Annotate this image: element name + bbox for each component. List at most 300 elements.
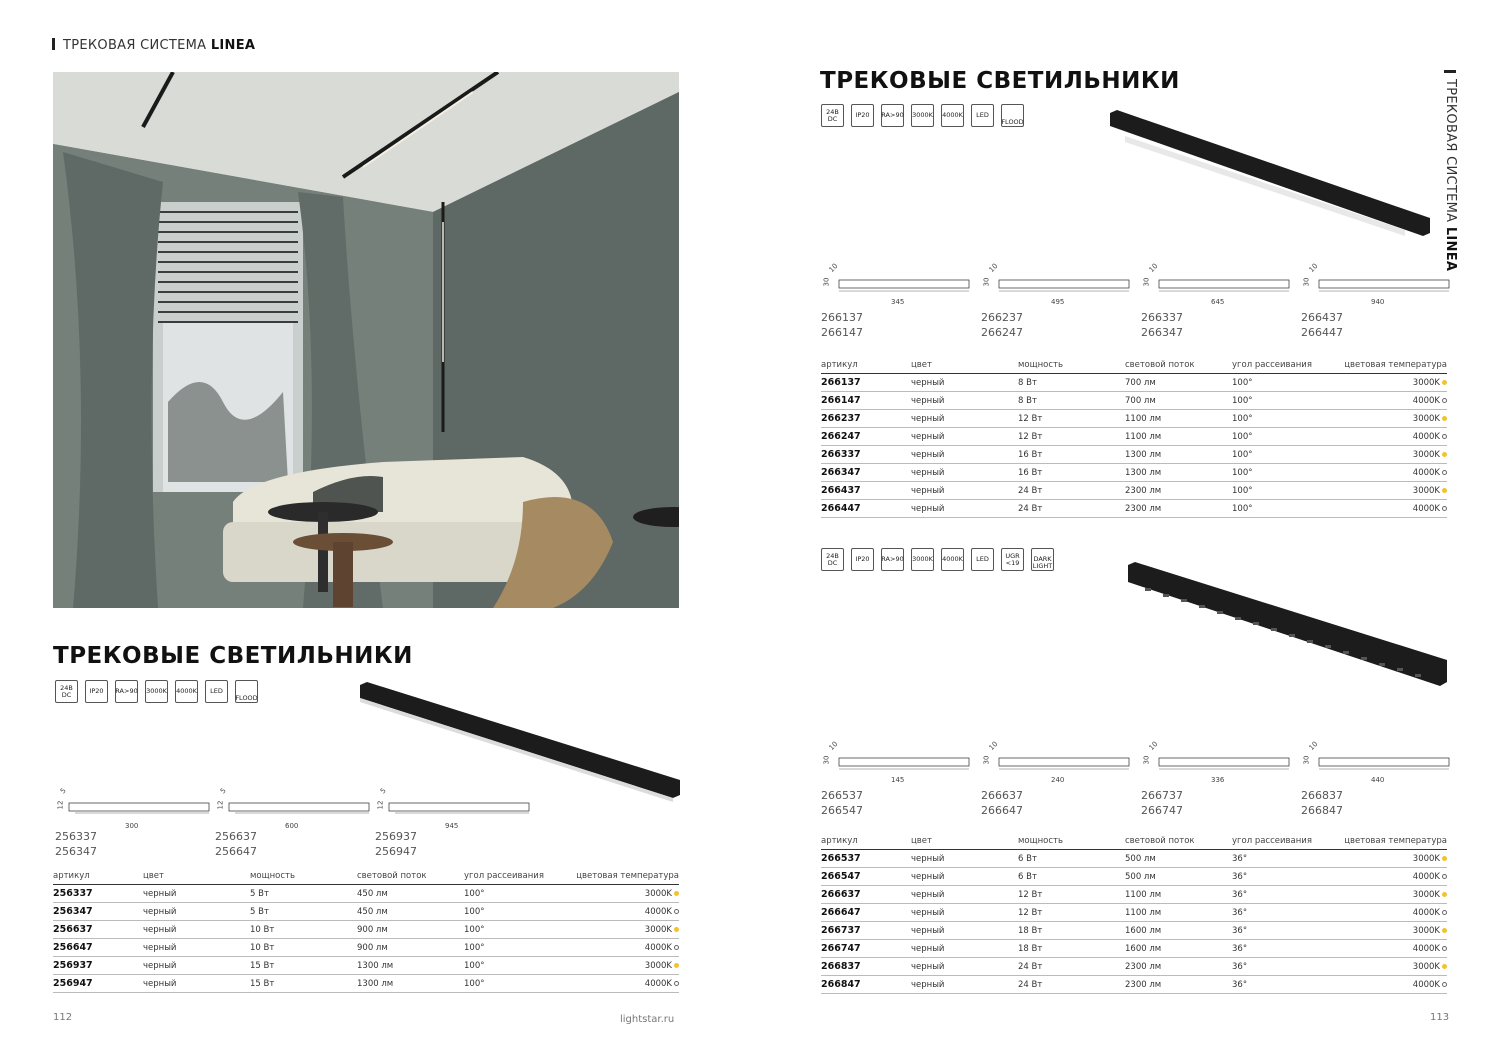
cell-text: 12 Вт bbox=[1018, 431, 1043, 442]
cell-text: 256947 bbox=[53, 978, 93, 989]
cell-text: 266337 bbox=[821, 449, 861, 460]
cell-text: 8 Вт bbox=[1018, 395, 1037, 406]
article-code: 266847 bbox=[1301, 804, 1343, 817]
cell-power bbox=[250, 907, 357, 917]
cell-art bbox=[821, 503, 911, 514]
column-header: артикул bbox=[821, 835, 858, 846]
cell-temp bbox=[1312, 450, 1447, 460]
cell-temp bbox=[1312, 504, 1447, 514]
cell-text: 266737 bbox=[821, 925, 861, 936]
cell-text: 700 лм bbox=[1125, 395, 1156, 406]
column-header: мощность bbox=[1018, 359, 1064, 370]
3000k-icon: 3000K bbox=[911, 548, 934, 571]
ip20-icon: IP20 bbox=[851, 104, 874, 127]
left-feature-icons bbox=[55, 680, 258, 703]
cell-angle bbox=[464, 925, 544, 935]
cell-text: черный bbox=[911, 377, 945, 388]
led-icon: LED bbox=[971, 104, 994, 127]
article-code: 266347 bbox=[1141, 326, 1183, 339]
cell-text: 1300 лм bbox=[1125, 467, 1162, 478]
cell-flux bbox=[357, 889, 464, 899]
warm-light-icon bbox=[1442, 380, 1447, 385]
dimension-drawing bbox=[821, 262, 981, 342]
cell-angle bbox=[1232, 378, 1312, 388]
cell-text: 2300 лм bbox=[1125, 961, 1162, 972]
cell-temp bbox=[1312, 890, 1447, 900]
column-header: цвет bbox=[143, 870, 164, 881]
cell-text: 8 Вт bbox=[1018, 377, 1037, 388]
cell-text: 36° bbox=[1232, 961, 1248, 972]
cell-text: 500 лм bbox=[1125, 871, 1156, 882]
article-code: 266437 bbox=[1301, 311, 1343, 324]
cell-color bbox=[143, 961, 250, 971]
cell-angle bbox=[464, 889, 544, 899]
cool-light-icon bbox=[1442, 982, 1447, 987]
article-codes bbox=[215, 829, 257, 859]
dim-height: 30 bbox=[1142, 277, 1151, 287]
voltage-icon: 24В DC bbox=[821, 104, 844, 127]
article-code: 266637 bbox=[981, 789, 1023, 802]
cell-art bbox=[821, 413, 911, 424]
cell-text: 2300 лм bbox=[1125, 979, 1162, 990]
cell-art bbox=[821, 377, 911, 388]
cell-text: 266447 bbox=[821, 503, 861, 514]
dimension-drawing bbox=[55, 787, 215, 867]
cell-color bbox=[911, 414, 1018, 424]
column-header: цветовая температура bbox=[576, 870, 679, 881]
4000k-icon: 4000K bbox=[175, 680, 198, 703]
cell-text: 100° bbox=[464, 924, 485, 935]
cell-text: 4000K bbox=[1412, 467, 1440, 478]
4000k-icon: 4000K bbox=[941, 104, 964, 127]
article-codes bbox=[1301, 310, 1343, 340]
dim-length: 240 bbox=[1051, 776, 1065, 784]
article-code: 256337 bbox=[55, 830, 97, 843]
cell-text: 36° bbox=[1232, 943, 1248, 954]
cell-text: 1300 лм bbox=[357, 960, 394, 971]
article-code: 266247 bbox=[981, 326, 1023, 339]
cool-light-icon bbox=[1442, 470, 1447, 475]
dim-height: 30 bbox=[1142, 755, 1151, 765]
column-header: цвет bbox=[911, 359, 932, 370]
cell-angle bbox=[1232, 854, 1312, 864]
cell-color bbox=[911, 944, 1018, 954]
cool-light-icon bbox=[1442, 910, 1447, 915]
3000k-icon: 3000K bbox=[911, 104, 934, 127]
cell-text: 1100 лм bbox=[1125, 431, 1162, 442]
cell-angle bbox=[464, 907, 544, 917]
ugr-icon: UGR <19 bbox=[1001, 548, 1024, 571]
cell-art bbox=[821, 925, 911, 936]
column-header: мощность bbox=[1018, 835, 1064, 846]
cool-light-icon bbox=[1442, 434, 1447, 439]
cell-text: 266147 bbox=[821, 395, 861, 406]
cell-text: 3000K bbox=[1412, 961, 1440, 972]
dimension-drawing bbox=[215, 787, 375, 867]
cell-text: 266547 bbox=[821, 871, 861, 882]
cool-light-icon bbox=[1442, 398, 1447, 403]
cell-power bbox=[1018, 890, 1125, 900]
cell-text: черный bbox=[143, 888, 177, 899]
cell-text: черный bbox=[911, 431, 945, 442]
cool-light-icon bbox=[1442, 874, 1447, 879]
cell-text: 266437 bbox=[821, 485, 861, 496]
cell-text: 266637 bbox=[821, 889, 861, 900]
cell-text: 12 Вт bbox=[1018, 907, 1043, 918]
voltage-icon: 24В DC bbox=[821, 548, 844, 571]
cell-angle bbox=[1232, 926, 1312, 936]
cell-text: 500 лм bbox=[1125, 853, 1156, 864]
4000k-icon: 4000K bbox=[941, 548, 964, 571]
cell-flux bbox=[1125, 450, 1232, 460]
cell-color bbox=[911, 854, 1018, 864]
cell-art bbox=[53, 888, 143, 899]
table-row bbox=[53, 903, 679, 921]
cell-text: черный bbox=[911, 907, 945, 918]
site-url: lightstar.ru bbox=[620, 1014, 675, 1025]
cell-flux bbox=[1125, 378, 1232, 388]
cell-power bbox=[1018, 854, 1125, 864]
cell-text: 24 Вт bbox=[1018, 503, 1043, 514]
cell-art bbox=[53, 906, 143, 917]
cell-text: 1600 лм bbox=[1125, 925, 1162, 936]
article-codes bbox=[981, 310, 1023, 340]
column-header: мощность bbox=[250, 870, 296, 881]
warm-light-icon bbox=[1442, 488, 1447, 493]
cool-light-icon bbox=[674, 909, 679, 914]
header-brand: LINEA bbox=[210, 38, 256, 53]
table-header-row bbox=[53, 867, 679, 885]
cell-text: 100° bbox=[464, 888, 485, 899]
dim-height-top: 10 bbox=[987, 740, 1000, 752]
cell-text: 256347 bbox=[53, 906, 93, 917]
cell-text: 1100 лм bbox=[1125, 907, 1162, 918]
right-running-header bbox=[1443, 70, 1458, 271]
dark-light-label: DARK LIGHT bbox=[1032, 555, 1053, 570]
voltage-icon: 24В DC bbox=[55, 680, 78, 703]
cell-angle bbox=[1232, 414, 1312, 424]
cell-text: черный bbox=[143, 978, 177, 989]
cell-text: 4000K bbox=[644, 906, 672, 917]
cell-flux bbox=[357, 907, 464, 917]
cell-temp bbox=[1312, 414, 1447, 424]
dimension-drawing bbox=[1301, 262, 1461, 342]
cell-text: черный bbox=[143, 924, 177, 935]
cell-color bbox=[911, 432, 1018, 442]
cell-temp bbox=[1312, 396, 1447, 406]
column-header: угол рассеивания bbox=[464, 870, 544, 881]
cell-temp bbox=[1312, 854, 1447, 864]
cri-icon: RA>90 bbox=[881, 104, 904, 127]
cell-text: 36° bbox=[1232, 853, 1248, 864]
cell-text: 100° bbox=[1232, 377, 1253, 388]
cell-power bbox=[1018, 504, 1125, 514]
cell-temp bbox=[1312, 926, 1447, 936]
cell-art bbox=[53, 924, 143, 935]
cell-flux bbox=[1125, 468, 1232, 478]
cell-text: 4000K bbox=[1412, 907, 1440, 918]
table-row bbox=[53, 957, 679, 975]
cell-text: 700 лм bbox=[1125, 377, 1156, 388]
column-header: световой поток bbox=[1125, 359, 1195, 370]
flood-label: FLOOD bbox=[235, 694, 258, 702]
article-code: 266747 bbox=[1141, 804, 1183, 817]
cell-temp bbox=[544, 889, 679, 899]
dimension-drawing bbox=[981, 740, 1141, 820]
table-row bbox=[821, 392, 1447, 410]
column-header: угол рассеивания bbox=[1232, 835, 1312, 846]
cell-power bbox=[1018, 378, 1125, 388]
cell-color bbox=[911, 504, 1018, 514]
cell-text: 256637 bbox=[53, 924, 93, 935]
article-codes bbox=[821, 310, 863, 340]
cell-text: 100° bbox=[1232, 485, 1253, 496]
cell-color bbox=[911, 926, 1018, 936]
cell-text: 3000K bbox=[644, 924, 672, 935]
led-icon: LED bbox=[205, 680, 228, 703]
cell-text: 4000K bbox=[1412, 503, 1440, 514]
header-prefix: ТРЕКОВАЯ СИСТЕМА bbox=[1443, 79, 1458, 223]
header-brand: LINEA bbox=[1443, 226, 1458, 272]
cell-text: 36° bbox=[1232, 907, 1248, 918]
article-codes bbox=[1301, 788, 1343, 818]
dimension-drawing bbox=[375, 787, 535, 867]
table-row bbox=[821, 958, 1447, 976]
cell-angle bbox=[1232, 872, 1312, 882]
cell-art bbox=[53, 942, 143, 953]
cell-text: 36° bbox=[1232, 871, 1248, 882]
dim-length: 440 bbox=[1371, 776, 1385, 784]
right-top-dimension-drawings bbox=[821, 262, 1461, 342]
cell-text: 3000K bbox=[1412, 377, 1440, 388]
dimension-drawing bbox=[1301, 740, 1461, 820]
cell-angle bbox=[1232, 486, 1312, 496]
cell-text: 1600 лм bbox=[1125, 943, 1162, 954]
cell-text: 1100 лм bbox=[1125, 889, 1162, 900]
cell-text: 6 Вт bbox=[1018, 853, 1037, 864]
cell-text: 18 Вт bbox=[1018, 925, 1043, 936]
cell-flux bbox=[1125, 414, 1232, 424]
cell-text: 100° bbox=[464, 906, 485, 917]
table-row bbox=[821, 904, 1447, 922]
cell-text: 18 Вт bbox=[1018, 943, 1043, 954]
cell-text: 5 Вт bbox=[250, 906, 269, 917]
dim-length: 345 bbox=[891, 298, 905, 306]
cell-text: 100° bbox=[464, 960, 485, 971]
cell-text: 3000K bbox=[1412, 925, 1440, 936]
cell-flux bbox=[1125, 872, 1232, 882]
article-codes bbox=[821, 788, 863, 818]
interior-photo bbox=[53, 72, 679, 608]
cell-flux bbox=[1125, 504, 1232, 514]
cell-text: 15 Вт bbox=[250, 960, 275, 971]
cell-color bbox=[143, 925, 250, 935]
cell-text: 3000K bbox=[1412, 485, 1440, 496]
cell-power bbox=[1018, 980, 1125, 990]
cell-text: 2300 лм bbox=[1125, 485, 1162, 496]
cell-text: черный bbox=[911, 485, 945, 496]
cell-power bbox=[250, 979, 357, 989]
cell-text: 4000K bbox=[1412, 871, 1440, 882]
cell-flux bbox=[1125, 854, 1232, 864]
warm-light-icon bbox=[1442, 928, 1447, 933]
cell-color bbox=[143, 943, 250, 953]
cell-art bbox=[821, 907, 911, 918]
cell-text: черный bbox=[911, 395, 945, 406]
article-code: 256937 bbox=[375, 830, 417, 843]
cell-art bbox=[53, 978, 143, 989]
cell-temp bbox=[1312, 962, 1447, 972]
article-code: 256637 bbox=[215, 830, 257, 843]
cell-power bbox=[1018, 432, 1125, 442]
column-header: световой поток bbox=[357, 870, 427, 881]
cell-color bbox=[911, 980, 1018, 990]
cell-color bbox=[911, 378, 1018, 388]
table-row bbox=[821, 500, 1447, 518]
cell-text: черный bbox=[143, 960, 177, 971]
column-header: артикул bbox=[53, 870, 90, 881]
cell-art bbox=[821, 961, 911, 972]
cell-angle bbox=[1232, 980, 1312, 990]
dark-light-icon bbox=[1031, 548, 1054, 571]
cell-flux bbox=[1125, 486, 1232, 496]
cell-power bbox=[1018, 872, 1125, 882]
dim-height: 30 bbox=[822, 277, 831, 287]
ip20-icon: IP20 bbox=[851, 548, 874, 571]
cell-flux bbox=[1125, 396, 1232, 406]
dim-length: 495 bbox=[1051, 298, 1065, 306]
dim-height-top: 10 bbox=[987, 262, 1000, 274]
left-dimension-drawings bbox=[55, 787, 535, 867]
cell-text: 900 лм bbox=[357, 942, 388, 953]
cell-temp bbox=[544, 961, 679, 971]
dim-height: 30 bbox=[822, 755, 831, 765]
column-header: цветовая температура bbox=[1344, 359, 1447, 370]
cell-flux bbox=[357, 979, 464, 989]
table-row bbox=[821, 410, 1447, 428]
cell-text: 266647 bbox=[821, 907, 861, 918]
cool-light-icon bbox=[674, 945, 679, 950]
cell-art bbox=[53, 960, 143, 971]
cell-color bbox=[911, 450, 1018, 460]
warm-light-icon bbox=[1442, 416, 1447, 421]
article-code: 266447 bbox=[1301, 326, 1343, 339]
cell-text: 266847 bbox=[821, 979, 861, 990]
cell-text: 3000K bbox=[644, 960, 672, 971]
cell-text: черный bbox=[911, 889, 945, 900]
warm-light-icon bbox=[1442, 964, 1447, 969]
cell-temp bbox=[544, 943, 679, 953]
cell-text: черный bbox=[911, 925, 945, 936]
article-codes bbox=[55, 829, 97, 859]
cell-text: 256937 bbox=[53, 960, 93, 971]
article-code: 266337 bbox=[1141, 311, 1183, 324]
cell-power bbox=[1018, 486, 1125, 496]
cell-text: черный bbox=[911, 979, 945, 990]
cell-angle bbox=[1232, 908, 1312, 918]
cell-text: 100° bbox=[1232, 413, 1253, 424]
cell-temp bbox=[544, 907, 679, 917]
cell-text: 36° bbox=[1232, 925, 1248, 936]
cell-text: 4000K bbox=[1412, 431, 1440, 442]
cell-flux bbox=[1125, 962, 1232, 972]
column-header: цвет bbox=[911, 835, 932, 846]
cell-power bbox=[250, 925, 357, 935]
cell-text: 4000K bbox=[1412, 943, 1440, 954]
cell-text: 450 лм bbox=[357, 888, 388, 899]
cell-temp bbox=[1312, 944, 1447, 954]
table-row bbox=[821, 446, 1447, 464]
cell-text: 10 Вт bbox=[250, 924, 275, 935]
cool-light-icon bbox=[1442, 506, 1447, 511]
cell-power bbox=[1018, 962, 1125, 972]
cell-angle bbox=[1232, 890, 1312, 900]
flood-icon bbox=[1001, 104, 1024, 127]
table-header-row bbox=[821, 832, 1447, 850]
cell-power bbox=[250, 961, 357, 971]
cell-temp bbox=[1312, 486, 1447, 496]
dim-height: 12 bbox=[376, 800, 385, 810]
column-header: цветовая температура bbox=[1344, 835, 1447, 846]
right-top-spec-table bbox=[821, 356, 1447, 518]
cell-text: 450 лм bbox=[357, 906, 388, 917]
dim-height: 30 bbox=[1302, 755, 1311, 765]
cell-text: 3000K bbox=[1412, 413, 1440, 424]
cell-flux bbox=[1125, 944, 1232, 954]
dimension-drawing bbox=[821, 740, 981, 820]
cell-text: 36° bbox=[1232, 889, 1248, 900]
warm-light-icon bbox=[674, 963, 679, 968]
dim-height-top: 5 bbox=[378, 786, 388, 796]
cell-temp bbox=[1312, 432, 1447, 442]
cell-text: черный bbox=[911, 503, 945, 514]
table-row bbox=[821, 464, 1447, 482]
table-header-row bbox=[821, 356, 1447, 374]
cell-text: 4000K bbox=[644, 942, 672, 953]
cell-flux bbox=[357, 943, 464, 953]
cell-text: 266137 bbox=[821, 377, 861, 388]
right-bottom-dimension-drawings bbox=[821, 740, 1461, 820]
cell-color bbox=[911, 908, 1018, 918]
flood-icon bbox=[235, 680, 258, 703]
cell-text: 100° bbox=[1232, 431, 1253, 442]
cell-text: черный bbox=[911, 449, 945, 460]
cell-power bbox=[250, 943, 357, 953]
cell-color bbox=[143, 979, 250, 989]
warm-light-icon bbox=[674, 891, 679, 896]
cell-power bbox=[1018, 468, 1125, 478]
article-codes bbox=[981, 788, 1023, 818]
cell-art bbox=[821, 395, 911, 406]
cell-power bbox=[1018, 396, 1125, 406]
article-code: 266537 bbox=[821, 789, 863, 802]
article-code: 256347 bbox=[55, 845, 97, 858]
cell-text: 100° bbox=[1232, 395, 1253, 406]
cell-angle bbox=[1232, 962, 1312, 972]
warm-light-icon bbox=[1442, 452, 1447, 457]
dim-height-top: 10 bbox=[1147, 740, 1160, 752]
cell-text: 3000K bbox=[644, 888, 672, 899]
cell-flux bbox=[1125, 980, 1232, 990]
right-bottom-product-image bbox=[1125, 560, 1450, 695]
table-row bbox=[821, 922, 1447, 940]
ip20-icon: IP20 bbox=[85, 680, 108, 703]
dim-length: 945 bbox=[445, 822, 459, 830]
cell-angle bbox=[1232, 504, 1312, 514]
table-row bbox=[821, 428, 1447, 446]
dim-height-top: 10 bbox=[1147, 262, 1160, 274]
cell-art bbox=[821, 449, 911, 460]
